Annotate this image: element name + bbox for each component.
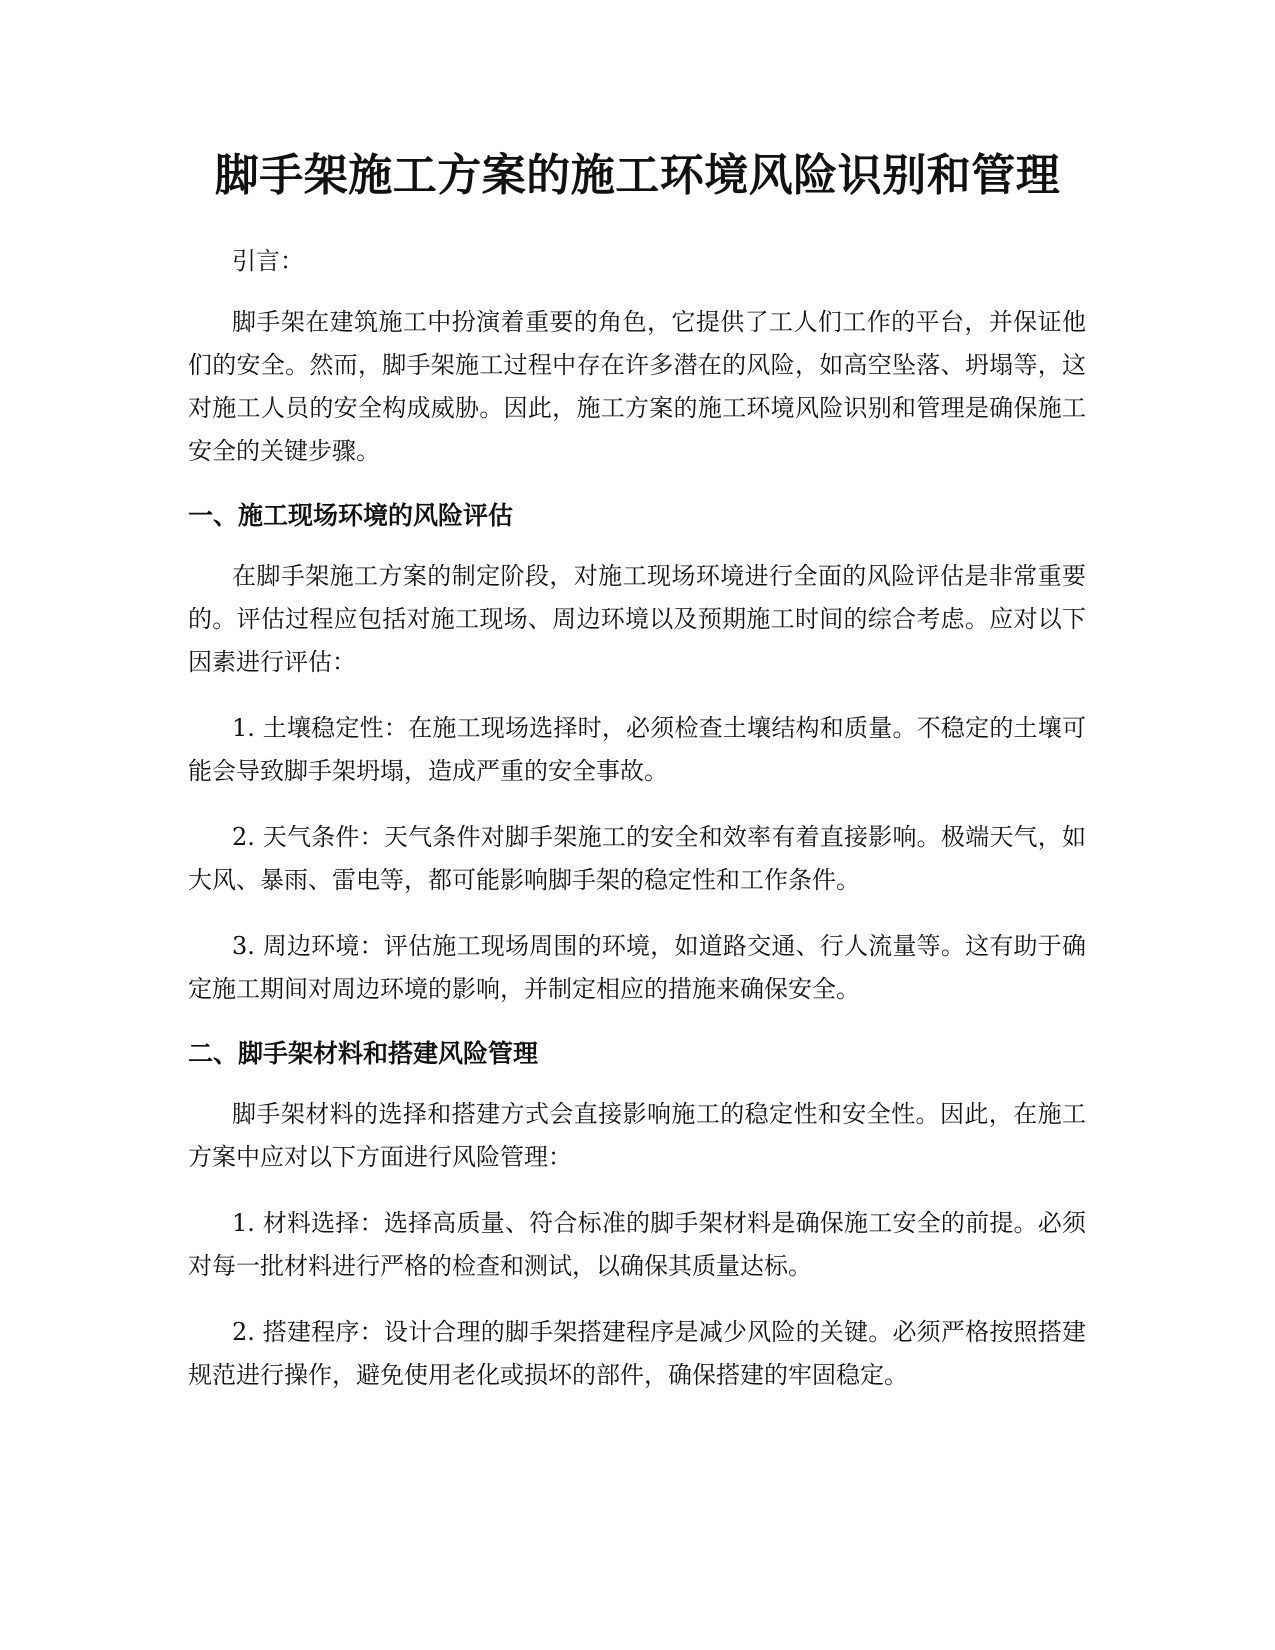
section-1-list-item-2: 2. 天气条件：天气条件对脚手架施工的安全和效率有着直接影响。极端天气，如大风、暴雨、雷电等，都可能影响脚手架的稳定性和工作条件。: [188, 823, 1086, 894]
section-1-list-item-1: 1. 土壤稳定性：在施工现场选择时，必须检查土壤结构和质量。不稳定的土壤可能会导致脚手架坍塌，造成严重的安全事故。: [188, 714, 1086, 785]
section-2-paragraph-1: 脚手架材料的选择和搭建方式会直接影响施工的稳定性和安全性。因此，在施工方案中应对以下方面进行风险管理：: [188, 1100, 1086, 1171]
document-title: 脚手架施工方案的施工环境风险识别和管理: [214, 150, 1061, 201]
section-1-paragraph-1: 在脚手架施工方案的制定阶段，对施工现场环境进行全面的风险评估是非常重要的。评估过程应包括对施工现场、周边环境以及预期施工时间的综合考虑。应对以下因素进行评估：: [188, 562, 1086, 676]
section-1-list-item-3: 3. 周边环境：评估施工现场周围的环境，如道路交通、行人流量等。这有助于确定施工期间对周边环境的影响，并制定相应的措施来确保安全。: [188, 932, 1086, 1003]
section-heading-2: 二、脚手架材料和搭建风险管理: [188, 1039, 539, 1068]
section-2-list-item-2: 2. 搭建程序：设计合理的脚手架搭建程序是减少风险的关键。必须严格按照搭建规范进行操作，避免使用老化或损坏的部件，确保搭建的牢固稳定。: [188, 1318, 1086, 1389]
intro-paragraph: 脚手架在建筑施工中扮演着重要的角色，它提供了工人们工作的平台，并保证他们的安全。然而，脚手架施工过程中存在许多潜在的风险，如高空坠落、坍塌等，这对施工人员的安全构成威胁。因此，施工方案的施工环境风险识别和管理是确保施工安全的关键步骤。: [188, 308, 1086, 465]
section-2-list-item-1: 1. 材料选择：选择高质量、符合标准的脚手架材料是确保施工安全的前提。必须对每一批材料进行严格的检查和测试，以确保其质量达标。: [188, 1209, 1086, 1280]
document-body: [188, 240, 1086, 1420]
intro-label: 引言：: [232, 247, 304, 275]
section-heading-1: 一、施工现场环境的风险评估: [188, 501, 514, 530]
